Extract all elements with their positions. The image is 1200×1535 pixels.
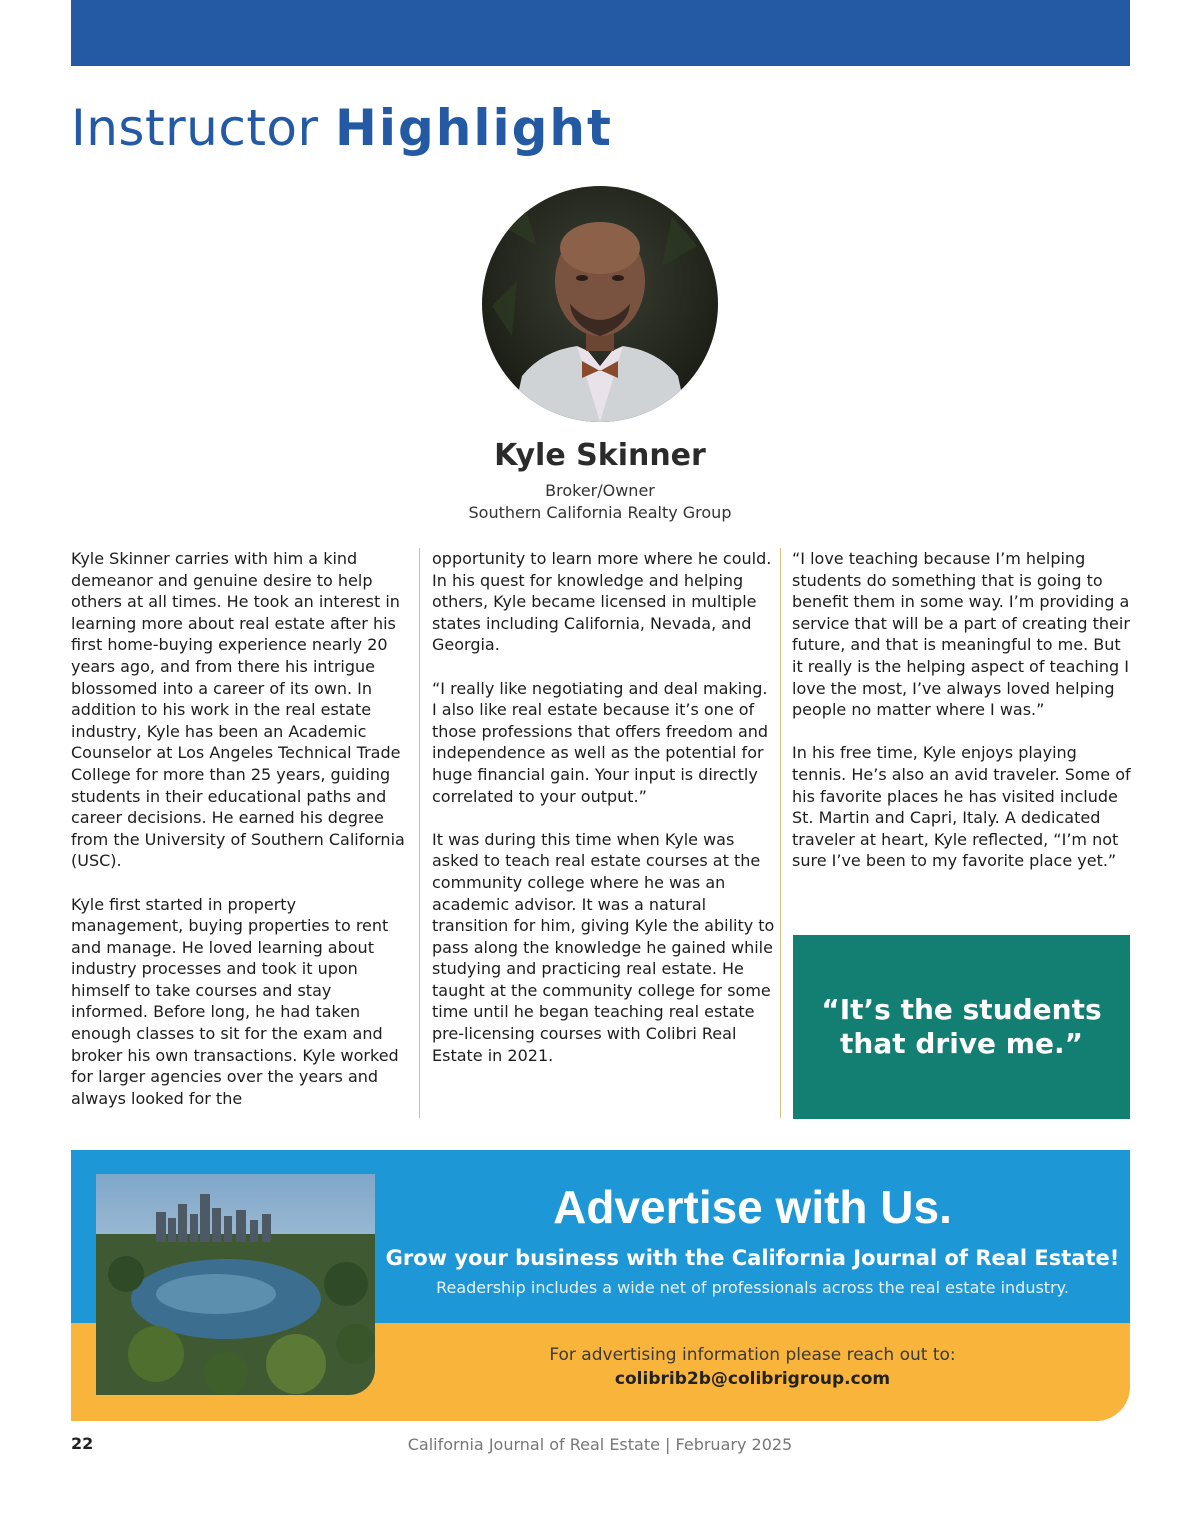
section-title	[71, 96, 613, 160]
paragraph: Kyle first started in property management, buying properties to rent and manage. He loved learning about industry processes and took it upon himself to take courses and stay informed. Before long, he had taken enough classes to sit for the exam and broker his own transactions. Kyle worked for larger agencies over the years and always looked for the	[71, 894, 399, 1108]
pull-quote: “It’s the students that drive me.”	[821, 993, 1102, 1060]
instructor-company: Southern California Realty Group	[468, 503, 732, 522]
city-skyline-photo	[96, 1174, 375, 1395]
pull-quote-box	[793, 935, 1130, 1119]
instructor-name: Kyle Skinner	[494, 438, 706, 473]
paragraph: opportunity to learn more where he could. In his quest for knowledge and helping others, Kyle became licensed in multiple states including California, Nevada, and Georgia.	[432, 549, 772, 655]
article-column-2	[432, 548, 777, 1088]
ad-contact-label: For advertising information please reach out to:	[549, 1345, 956, 1365]
ad-subheadline: Grow your business with the California Journal of Real Estate!	[385, 1246, 1120, 1270]
column-divider	[780, 548, 781, 1118]
instructor-role: Broker/Owner	[545, 481, 655, 500]
footer-publication: California Journal of Real Estate | February 2025	[407, 1435, 793, 1454]
title-bold: Highlight	[334, 99, 613, 157]
top-color-bar	[71, 0, 1130, 66]
paragraph: “I really like negotiating and deal making. I also like real estate because it’s one of those professions that offers freedom and independence as well as the potential for huge financial gain. Your input is directly correlated to your output.”	[432, 678, 769, 806]
article-column-1	[71, 548, 411, 1131]
title-light: Instructor	[71, 99, 319, 157]
paragraph: In his free time, Kyle enjoys playing tennis. He’s also an avid traveler. Some of his favorite places he has visited include St. Martin and Capri, Italy. A dedicated traveler at heart, Kyle reflected, “I’m not sure I’ve been to my favorite place yet.”	[792, 743, 1131, 871]
ad-email-link[interactable]: colibrib2b@colibrigroup.com	[614, 1369, 891, 1389]
page-number: 22	[71, 1434, 94, 1453]
column-divider	[419, 548, 420, 1118]
paragraph: It was during this time when Kyle was asked to teach real estate courses at the community college where he was an academic advisor. It was a natural transition for him, giving Kyle the ability to pass along the knowledge he gained while studying and practicing real estate. He taught at the community college for some time until he began teaching real estate pre-licensing courses with Colibri Real Estate in 2021.	[432, 829, 775, 1065]
article-column-3	[792, 548, 1132, 894]
paragraph: “I love teaching because I’m helping students do something that is going to benefit them in some way. I’m providing a service that will be a part of creating their future, and that is meaningful to me. But it really is the helping aspect of teaching I love the most, I’ve always loved helping people no matter where I was.”	[792, 549, 1130, 720]
ad-description: Readership includes a wide net of professionals across the real estate industry.	[436, 1278, 1069, 1297]
portrait-photo	[482, 186, 718, 422]
ad-headline: Advertise with Us.	[553, 1181, 952, 1233]
paragraph: Kyle Skinner carries with him a kind demeanor and genuine desire to help others at all times. He took an interest in learning more about real estate after his first home-buying experience nearly 20 years ago, and from there his intrigue blossomed into a career of its own. In addition to his work in the real estate industry, Kyle has been an Academic Counselor at Los Angeles Technical Trade College for more than 25 years, guiding students in their educational paths and career decisions. He earned his degree from the University of Southern California (USC).	[71, 549, 405, 871]
advertise-banner[interactable]	[71, 1150, 1130, 1421]
